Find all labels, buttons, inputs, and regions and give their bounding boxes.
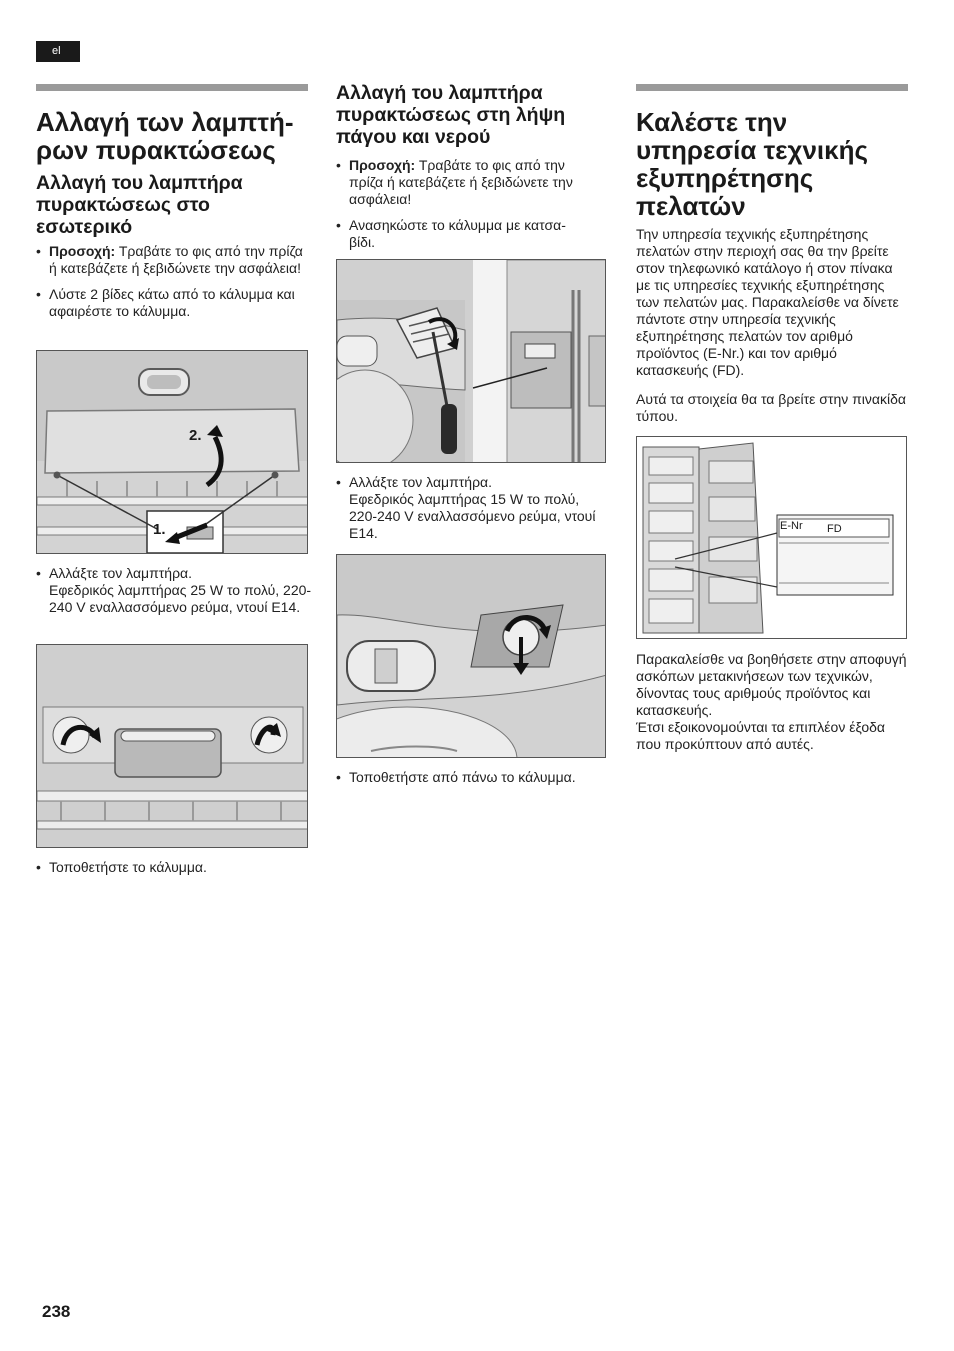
list-item-replace-bulb: • Αλλάξτε τον λαμπτήρα. Εφεδρικός λαμπτήρας 25 W το πολύ, 220-240 V εναλλασσόμενο ρεύμα, ντουί E14.	[36, 565, 312, 616]
subsection-title-interior: Αλλαγή του λαμπτήρα πυρακτώσεως στο εσωτερικό	[36, 172, 243, 238]
list-item-lift-cover: • Ανασηκώστε το κάλυμμα με κατσα- βίδι.	[336, 217, 602, 251]
list-item-warning: • Προσοχή: Τραβάτε το φις από την πρίζα ή κατεβάζετε ή ξεβιδώνετε την ασφάλεια!	[336, 157, 602, 208]
interior-steps-c	[36, 859, 312, 876]
dispenser-steps-b	[336, 474, 602, 542]
figure-interior-bulbs	[36, 644, 308, 848]
dispenser-steps-c	[336, 769, 612, 786]
figure-rating-plate	[636, 436, 907, 639]
subsection-title-dispenser: Αλλαγή του λαμπτήρα πυρακτώσεως στη λήψη πάγου και νερού	[336, 82, 566, 148]
interior-steps-a	[36, 243, 312, 320]
step-label-1: 1.	[153, 521, 166, 538]
figure-interior-cover-removal	[36, 350, 308, 554]
page-number: 238	[42, 1302, 71, 1321]
plate-fd-label: FD	[827, 523, 842, 535]
section-title-customer-service: Καλέστε την υπηρεσία τεχνικής εξυπηρέτησης πελατών	[636, 107, 869, 221]
interior-steps-b	[36, 565, 312, 616]
list-item-refit-cover: • Τοποθετήστε το κάλυμμα.	[36, 859, 312, 876]
paragraph-service-info: Την υπηρεσία τεχνικής εξυπηρέτησης πελατών στην περιοχή σας θα την βρείτε στον τηλεφωνικό κατάλογο ή στον πίνακα με τις υπηρεσίες τεχνικής εξυπηρέτησης των πελατών μας. Παρακαλείσθε να δίνετε πάντοτε στην υπηρεσία τεχνικής εξυπηρέτησης πελατών τον αριθμό προϊόντος (E-Nr.) και τον αριθμό κατασκευής (FD).	[636, 226, 899, 378]
list-item-warning: • Προσοχή: Τραβάτε το φις από την πρίζα ή κατεβάζετε ή ξεβιδώνετε την ασφάλεια!	[36, 243, 312, 277]
dispenser-steps-a	[336, 157, 602, 251]
section-title-bulb-change: Αλλαγή των λαμπτή- ρων πυρακτώσεως	[36, 107, 294, 165]
section-rule-left	[36, 84, 308, 91]
list-item-remove-screws: • Λύστε 2 βίδες κάτω από το κάλυμμα και αφαιρέστε το κάλυμμα.	[36, 286, 312, 320]
paragraph-rating-plate: Αυτά τα στοιχεία θα τα βρείτε στην πινακίδα τύπου.	[636, 391, 906, 424]
list-item-refit-cover: • Τοποθετήστε από πάνω το κάλυμμα.	[336, 769, 612, 786]
section-rule-right	[636, 84, 908, 91]
step-label-2: 2.	[189, 427, 202, 444]
paragraph-help-avoid-visits: Παρακαλείσθε να βοηθήσετε στην αποφυγή ασκόπων μετακινήσεων των τεχνικών, δίνοντας τους αριθμούς προϊόντος και κατασκευής. Έτσι εξοικονομούνται τα επιπλέον έξοδα που προκύπτουν από αυτές.	[636, 651, 907, 752]
plate-enr-label: E-Nr	[780, 520, 803, 532]
figure-dispenser-cover-lift	[336, 259, 606, 463]
language-tag: el	[36, 41, 80, 62]
list-item-replace-bulb: • Αλλάξτε τον λαμπτήρα. Εφεδρικός λαμπτήρας 15 W το πολύ, 220-240 V εναλλασσόμενο ρεύμα, ντουί E14.	[336, 474, 602, 542]
figure-dispenser-bulb	[336, 554, 606, 758]
